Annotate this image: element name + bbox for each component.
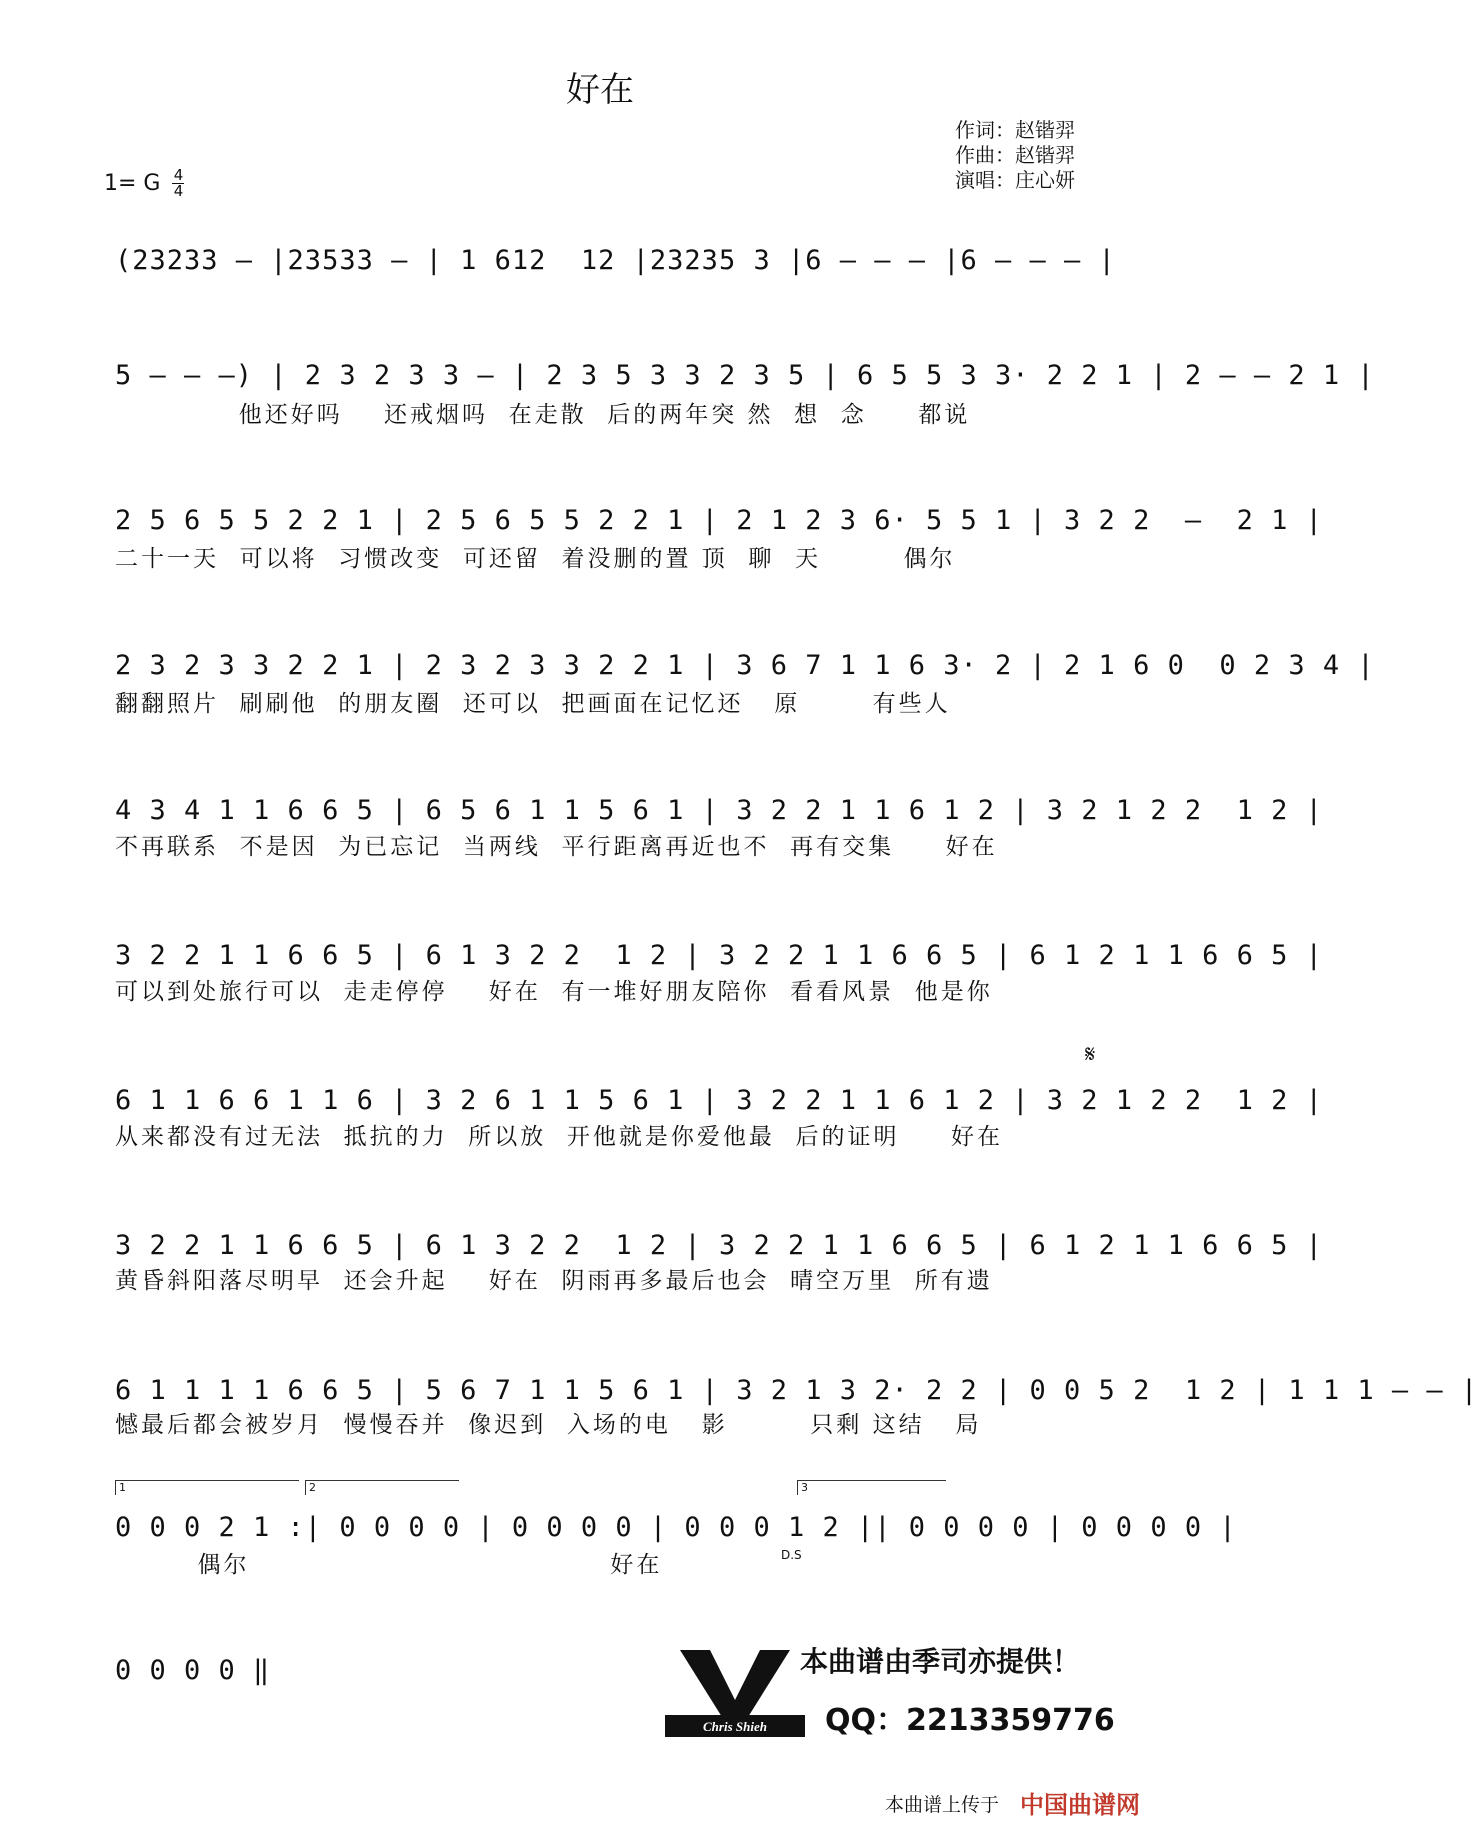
notation-row: 0 0 0 2 1 :| 0 0 0 0 | 0 0 0 0 | 0 0 0 1 2 || 0 0 0 0 | 0 0 0 0 | [115, 1512, 1237, 1543]
time-bottom: 4 [173, 182, 184, 200]
notation-row: 2 3 2 3 3 2 2 1 | 2 3 2 3 3 2 2 1 | 3 6 7 1 1 6 3· 2 | 2 1 6 0 0 2 3 4 | [115, 650, 1375, 681]
qq-text: QQ：2213359776 [825, 1703, 1115, 1738]
lyric-row: 不再联系 不是因 为已忘记 当两线 平行距离再近也不 再有交集 好在 [115, 834, 998, 860]
ds-mark: D.S [781, 1548, 802, 1562]
upload-site: 中国曲谱网 [1020, 1791, 1140, 1819]
chris-shieh-logo [655, 1645, 815, 1745]
volta-3: 3 [797, 1480, 946, 1495]
volta-2: 2 [305, 1480, 459, 1495]
notation-row: (23233 – |23533 – | 1 612 12 |23235 3 |6 – – – |6 – – – | [115, 245, 1116, 276]
credits [955, 118, 1075, 193]
logo-text: Chris Shieh [703, 1719, 767, 1734]
volta-1: 1 [115, 1480, 299, 1495]
key-label: 1= G [104, 171, 161, 196]
lyric-row: 偶尔 好在 [115, 1552, 663, 1578]
key-signature [104, 168, 184, 199]
notation-row: 4 3 4 1 1 6 6 5 | 6 5 6 1 1 5 6 1 | 3 2 2 1 1 6 1 2 | 3 2 1 2 2 1 2 | [115, 795, 1323, 826]
lyric-row: 翻翻照片 刷刷他 的朋友圈 还可以 把画面在记忆还 原 有些人 [115, 691, 951, 717]
song-title: 好在 [566, 70, 634, 110]
notation-row: 5 – – –) | 2 3 2 3 3 – | 2 3 5 3 3 2 3 5 | 6 5 5 3 3· 2 2 1 | 2 – – 2 1 | [115, 360, 1375, 391]
lyric-row: 他还好吗 还戒烟吗 在走散 后的两年突 然 想 念 都说 [115, 402, 971, 428]
notation-row: 6 1 1 6 6 1 1 6 | 3 2 6 1 1 5 6 1 | 3 2 2 1 1 6 1 2 | 3 2 1 2 2 1 2 | [115, 1085, 1323, 1116]
lyric-row: 二十一天 可以将 习惯改变 可还留 着没删的置 顶 聊 天 偶尔 [115, 546, 956, 572]
lyric-row: 憾最后都会被岁月 慢慢吞并 像迟到 入场的电 影 只剩 这结 局 [115, 1412, 982, 1438]
notation-row: 3 2 2 1 1 6 6 5 | 6 1 3 2 2 1 2 | 3 2 2 1 1 6 6 5 | 6 1 2 1 1 6 6 5 | [115, 1230, 1323, 1261]
singer: 演唱：庄心妍 [955, 168, 1075, 192]
final-measure: 0 0 0 0 ‖ [115, 1655, 271, 1686]
composer: 作曲：赵锴羿 [955, 143, 1075, 167]
segno-mark: 𝄋 [1085, 1040, 1096, 1068]
time-top: 4 [173, 166, 184, 184]
lyric-row: 从来都没有过无法 抵抗的力 所以放 开他就是你爱他最 后的证明 好在 [115, 1124, 1004, 1150]
lyric-row: 可以到处旅行可以 走走停停 好在 有一堆好朋友陪你 看看风景 他是你 [115, 979, 993, 1005]
upload-note: 本曲谱上传于 [885, 1794, 1000, 1816]
provider-text: 本曲谱由季司亦提供！ [800, 1645, 1081, 1678]
notation-row: 2 5 6 5 5 2 2 1 | 2 5 6 5 5 2 2 1 | 2 1 2 3 6· 5 5 1 | 3 2 2 – 2 1 | [115, 505, 1323, 536]
lyricist: 作词：赵锴羿 [955, 118, 1075, 142]
time-signature [172, 168, 184, 199]
notation-row: 3 2 2 1 1 6 6 5 | 6 1 3 2 2 1 2 | 3 2 2 1 1 6 6 5 | 6 1 2 1 1 6 6 5 | [115, 940, 1323, 971]
lyric-row: 黄昏斜阳落尽明早 还会升起 好在 阴雨再多最后也会 晴空万里 所有遗 [115, 1268, 993, 1294]
notation-row: 6 1 1 1 1 6 6 5 | 5 6 7 1 1 5 6 1 | 3 2 1 3 2· 2 2 | 0 0 5 2 1 2 | 1 1 1 – – | [115, 1375, 1478, 1406]
